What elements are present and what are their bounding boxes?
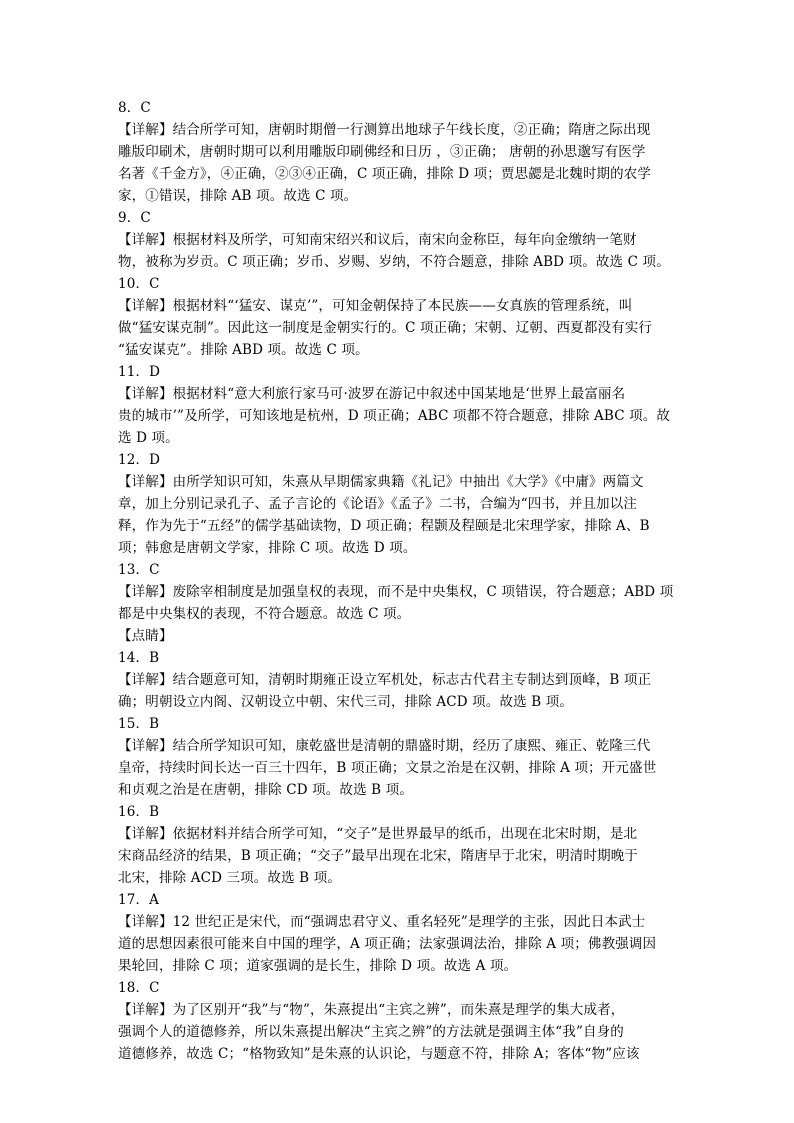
explanation-text-line: 项；韩愈是唐朝文学家，排除 C 项。故选 D 项。 [118,540,417,556]
explanation-text-line: 果轮回，排除 C 项；道家强调的是长生，排除 D 项。故选 A 项。 [118,958,518,974]
question-answer-number: 8．C [118,100,151,116]
explanation-text-line: 宋商品经济的结果，B 项正确；“交子”最早出现在北宋，隋唐早于北宋，明清时期晚于 [118,848,639,864]
explanation-heading-line: 【详解】由所学知识可知，朱熹从早期儒家典籍《礼记》中抽出《大学》《中庸》两篇文 [118,474,644,490]
explanation-heading-line: 【详解】根据材料及所学，可知南宋绍兴和议后，南宋向金称臣，每年向金缴纳一笔财 [118,232,637,248]
question-answer-number: 15．B [118,716,160,732]
explanation-text-line: 确；明朝设立内阁、汉朝设立中朝、宋代三司，排除 ACD 项。故选 B 项。 [118,694,574,710]
explanation-heading-line: 【详解】根据材料“意大利旅行家马可·波罗在游记中叙述中国某地是‘世界上最富丽名 [118,386,626,402]
explanation-heading-line: 【详解】为了区别开“我”与“物”，朱熹提出“主宾之辨”，而朱熹是理学的集大成者， [118,1002,625,1018]
question-answer-number: 13．C [118,562,160,578]
question-answer-number: 11．D [118,364,161,380]
explanation-text-line: 和贞观之治是在唐朝，排除 CD 项。故选 B 项。 [118,782,413,798]
explanation-text-line: 选 D 项。 [118,430,179,446]
explanation-heading-line: 【详解】根据材料“‘猛安、谋克’”，可知金朝保持了本民族——女真族的管理系统，叫 [118,298,633,314]
explanation-text-line: 做“猛安谋克制”。因此这一制度是金朝实行的。C 项正确；宋朝、辽朝、西夏都没有实行 [118,320,653,336]
explanation-heading-line: 【详解】结合所学知识可知，康乾盛世是清朝的鼎盛时期，经历了康熙、雍正、乾隆三代 [118,738,651,754]
explanation-text-line: 章，加上分别记录孔子、孟子言论的《论语》《孟子》二书，合编为“四书，并且加以注 [118,496,638,512]
explanation-text-line: 释，作为先于“五经”的儒学基础读物，D 项正确；程颢及程颐是北宋理学家，排除 A、B [118,518,650,534]
explanation-text-line: 名著《千金方》，④正确，②③④正确，C 项正确，排除 D 项；贾思勰是北魏时期的农学 [118,166,652,182]
explanation-text-line: 贵的城市’”及所学，可知该地是杭州，D 项正确；ABC 项都不符合题意，排除 ABC 项。故 [118,408,671,424]
explanation-heading-line: 【详解】12 世纪正是宋代，而“强调忠君守义、重名轻死”是理学的主张，因此日本武士 [118,914,646,930]
explanation-heading-line: 【详解】结合所学可知，唐朝时期僧一行测算出地球子午线长度，②正确；隋唐之际出现 [118,122,651,138]
question-answer-number: 10．C [118,276,160,292]
explanation-text-line: 强调个人的道德修养，所以朱熹提出解决“主宾之辨”的方法就是强调主体“我”自身的 [118,1024,624,1040]
question-answer-number: 9．C [118,210,151,226]
explanation-heading-line: 【详解】依据材料并结合所学可知，“交子”是世界最早的纸币，出现在北宋时期，是北 [118,826,638,842]
explanation-text-line: 道德修养，故选 C；“格物致知”是朱熹的认识论，与题意不符，排除 A；客体“物”应该 [118,1046,640,1062]
explanation-text-line: 雕版印刷术，唐朝时期可以利用雕版印刷佛经和日历 ，③正确； 唐朝的孙思邈写有医学 [118,144,646,160]
question-answer-number: 16．B [118,804,160,820]
question-answer-number: 18．C [118,980,160,996]
explanation-heading-line: 【详解】废除宰相制度是加强皇权的表现，而不是中央集权，C 项错误，符合题意；ABD 项 [118,584,674,600]
question-answer-number: 17．A [118,892,160,908]
question-answer-number: 12．D [118,452,161,468]
explanation-text-line: 北宋，排除 ACD 三项。故选 B 项。 [118,870,341,886]
explanation-text-line: 道的思想因素很可能来自中国的理学，A 项正确；法家强调法治，排除 A 项；佛教强调因 [118,936,657,952]
explanation-text-line: 家，①错误，排除 AB 项。故选 C 项。 [118,188,358,204]
question-answer-number: 14．B [118,650,160,666]
explanation-text-line: 都是中央集权的表现，不符合题意。故选 C 项。 [118,606,411,622]
explanation-heading-line: 【详解】结合题意可知，清朝时期雍正设立军机处，标志古代君主专制达到顶峰，B 项正 [118,672,652,688]
explanation-text-line: “猛安谋克”。排除 ABD 项。故选 C 项。 [118,342,369,358]
explanation-text-line: 物，被称为岁贡。C 项正确；岁币、岁赐、岁纳，不符合题意，排除 ABD 项。故选 C 项。 [118,254,670,270]
explanation-text-line: 皇帝，持续时间长达一百三十四年，B 项正确；文景之治是在汉朝，排除 A 项；开元盛世 [118,760,657,776]
answer-explanations-page [118,97,678,1065]
explanation-heading-line: 【点睛】 [118,628,173,644]
